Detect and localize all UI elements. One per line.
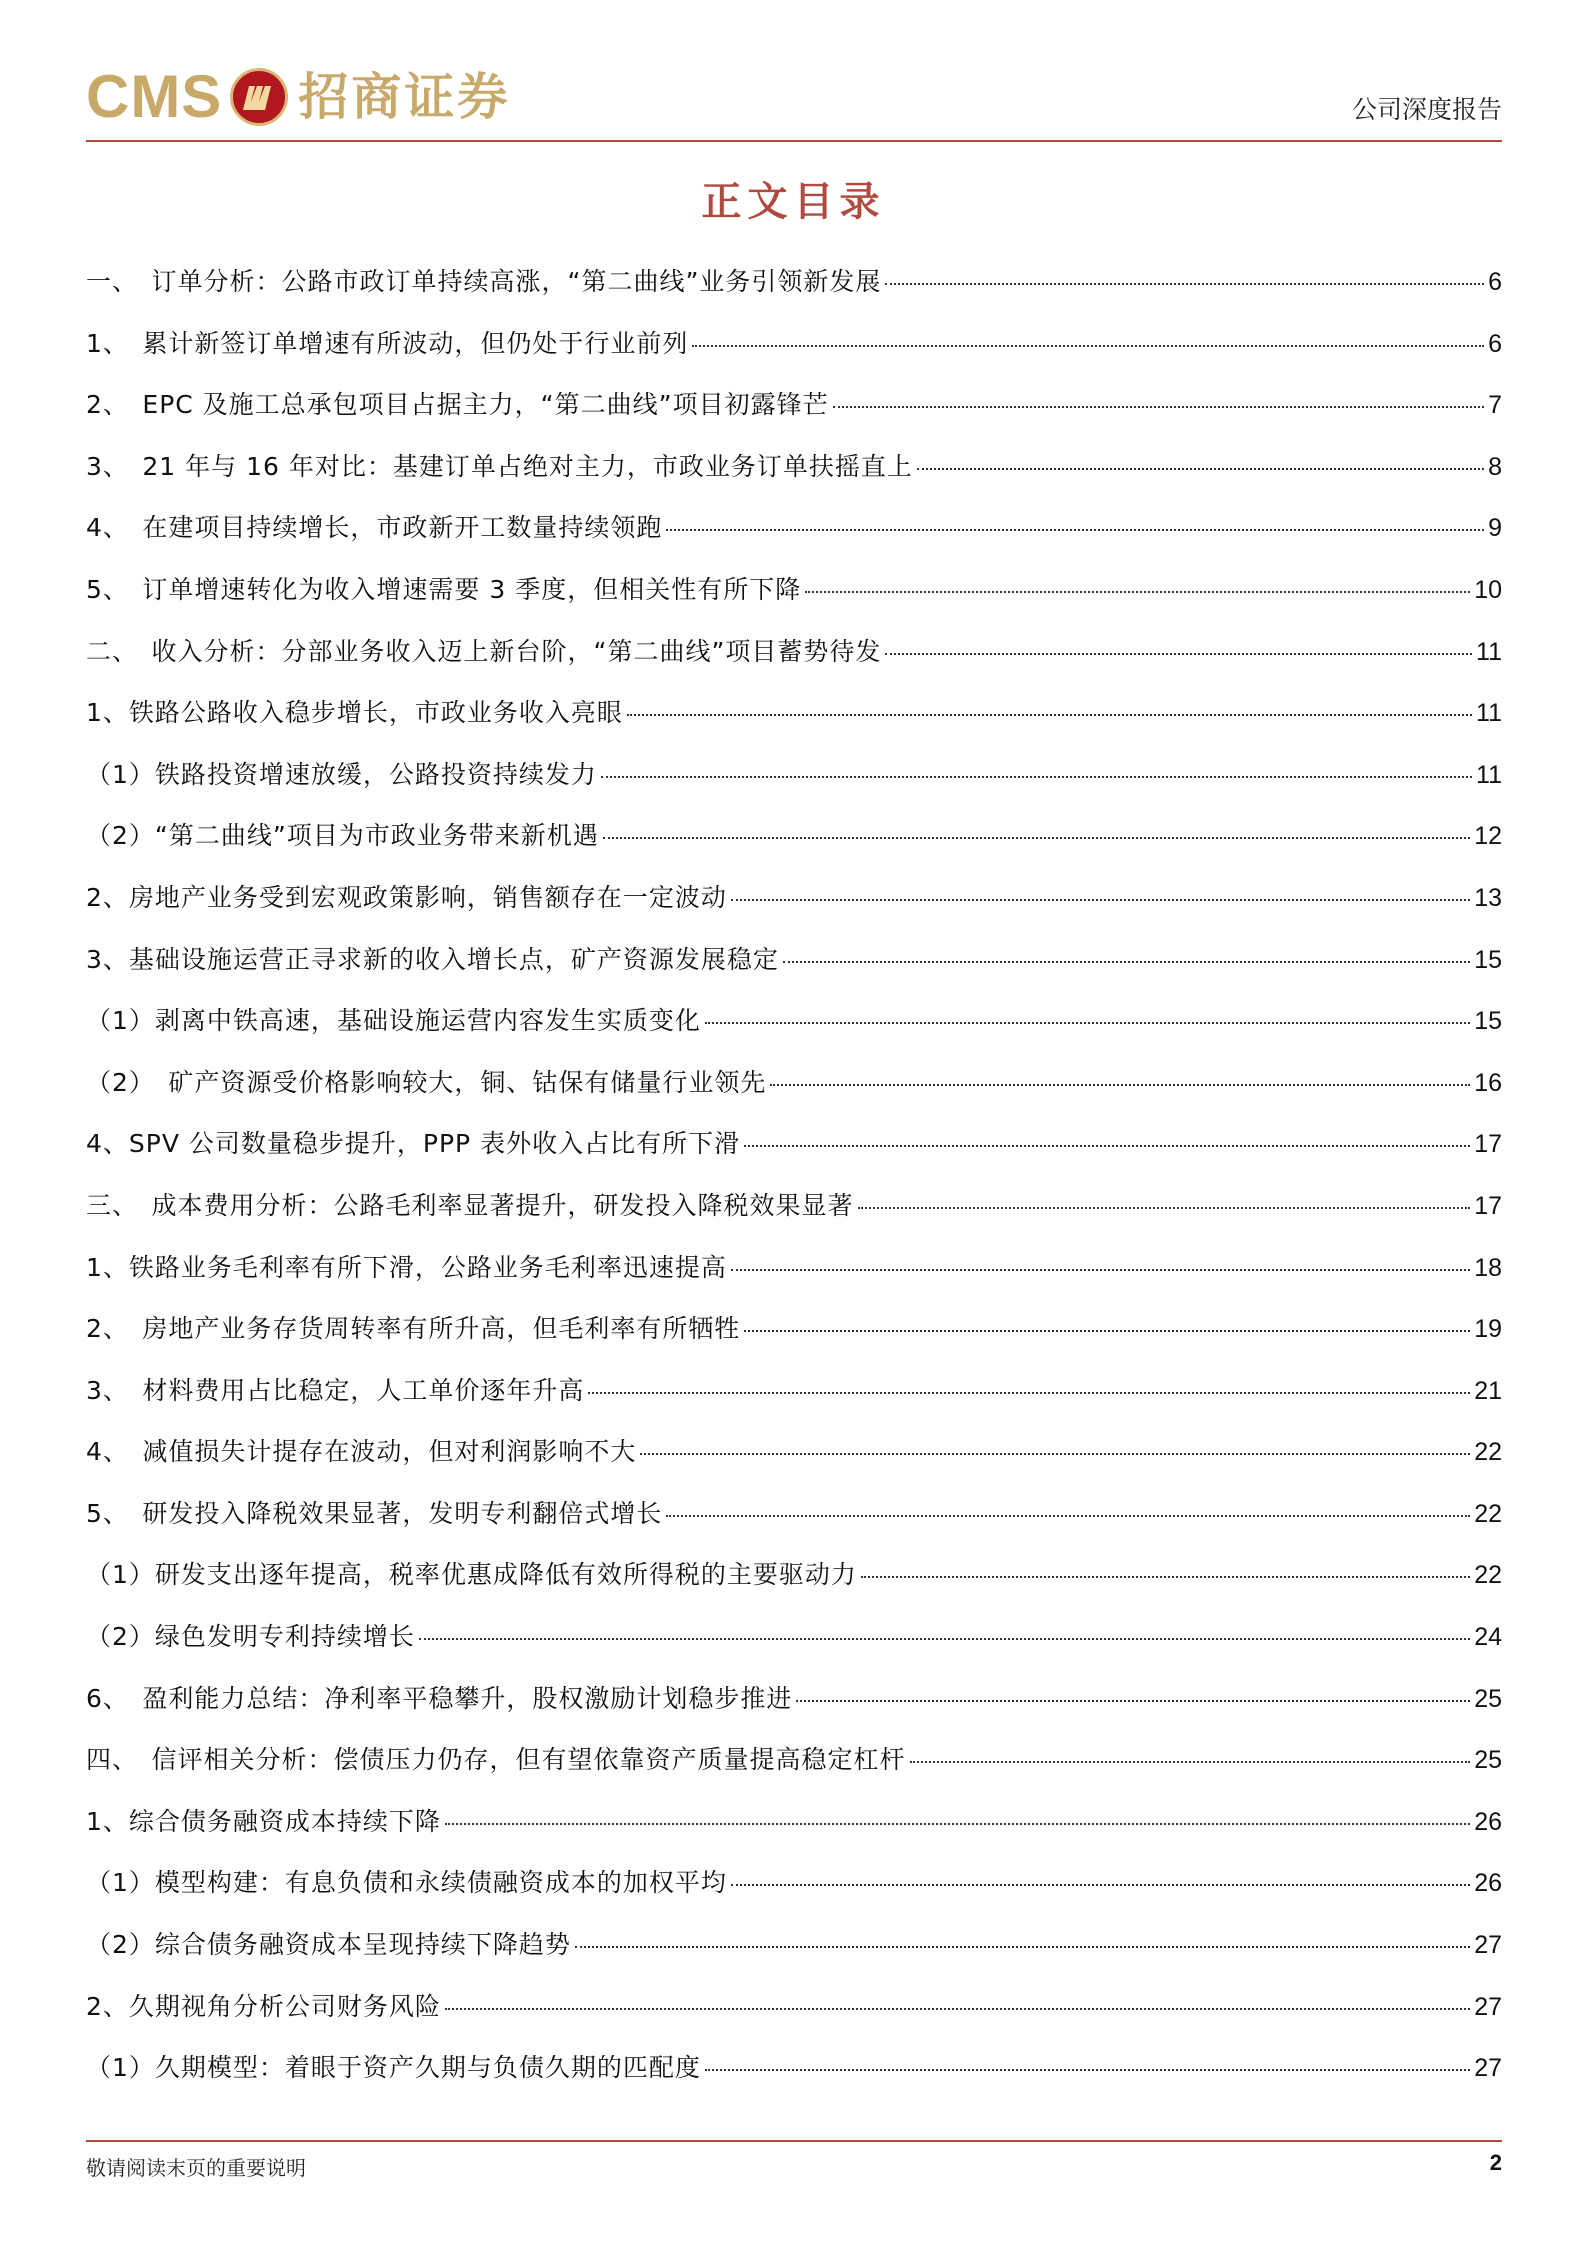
toc-entry-page: 17 [1474,1130,1502,1159]
toc-dot-leader [731,1269,1470,1271]
toc-entry[interactable] [86,570,1502,632]
toc-entry-title: 5、 订单增速转化为收入增速需要 3 季度，但相关性有所下降 [86,574,802,604]
toc-entry-page: 21 [1474,1376,1502,1405]
toc-entry[interactable] [86,1555,1502,1617]
toc-dot-leader [783,961,1470,963]
toc-dot-leader [833,406,1485,408]
toc-entry[interactable] [86,940,1502,1002]
toc-dot-leader [796,1700,1470,1702]
toc-entry[interactable] [86,816,1502,878]
toc-entry[interactable] [86,1740,1502,1802]
toc-entry-title: （2）综合债务融资成本呈现持续下降趋势 [86,1930,571,1960]
toc-dot-leader [917,468,1484,470]
logo-cms-text: CMS [86,63,223,130]
toc-entry-page: 17 [1474,1191,1502,1220]
toc-entry[interactable] [86,1124,1502,1186]
toc-entry[interactable] [86,385,1502,447]
toc-entry-page: 22 [1474,1561,1502,1590]
toc-entry-page: 15 [1474,1007,1502,1036]
report-type-label: 公司深度报告 [1351,95,1502,124]
toc-entry[interactable] [86,1863,1502,1925]
toc-entry-title: 四、 信评相关分析：偿债压力仍存，但有望依靠资产质量提高稳定杠杆 [86,1745,906,1775]
toc-dot-leader [601,776,1472,778]
toc-entry[interactable] [86,693,1502,755]
toc-entry[interactable] [86,1802,1502,1864]
toc-entry[interactable] [86,1617,1502,1679]
toc-dot-leader [692,345,1484,347]
logo-chinese-text: 招商证券 [298,68,511,126]
toc-entry[interactable] [86,1925,1502,1987]
toc-entry-title: 3、 材料费用占比稳定，人工单价逐年升高 [86,1375,585,1405]
toc-entry-page: 26 [1474,1807,1502,1836]
toc-entry-page: 24 [1474,1623,1502,1652]
toc-dot-leader [666,1515,1470,1517]
toc-entry-page: 13 [1474,883,1502,912]
toc-entry-page: 6 [1488,268,1502,296]
toc-entry[interactable] [86,632,1502,694]
toc-dot-leader [731,1884,1470,1886]
toc-entry-title: 1、 累计新签订单增速有所波动，但仍处于行业前列 [86,328,689,358]
toc-dot-leader [575,1946,1470,1948]
toc-entry-title: 一、 订单分析：公路市政订单持续高涨，“第二曲线”业务引领新发展 [86,267,882,296]
toc-entry-page: 11 [1476,637,1502,666]
toc-entry-page: 18 [1474,1253,1502,1282]
toc-dot-leader [744,1145,1470,1147]
toc-dot-leader [445,1823,1470,1825]
toc-entry-page: 27 [1474,2054,1502,2083]
toc-entry-page: 26 [1474,1869,1502,1898]
toc-dot-leader [885,653,1472,655]
toc-entry-page: 15 [1474,945,1502,974]
toc-entry-title: （2）绿色发明专利持续增长 [86,1622,415,1652]
toc-entry-page: 6 [1488,329,1502,358]
toc-entry[interactable] [86,1186,1502,1248]
toc-entry-title: 1、铁路公路收入稳步增长，市政业务收入亮眼 [86,698,623,728]
toc-dot-leader [666,529,1484,531]
toc-entry-title: （1）研发支出逐年提高，税率优惠成降低有效所得税的主要驱动力 [86,1560,857,1590]
toc-entry[interactable] [86,1248,1502,1310]
toc-entry-page: 25 [1474,1746,1502,1775]
page-title: 正文目录 [701,179,886,225]
toc-entry-page: 27 [1474,1992,1502,2021]
toc-entry-page: 27 [1474,1931,1502,1960]
toc-entry-title: （1）剥离中铁高速，基础设施运营内容发生实质变化 [86,1006,701,1036]
toc-entry-title: 3、基础设施运营正寻求新的收入增长点，矿产资源发展稳定 [86,944,779,974]
footer-notice: 敬请阅读末页的重要说明 [86,2156,306,2180]
toc-dot-leader [770,1084,1470,1086]
toc-entry[interactable] [86,1309,1502,1371]
toc-entry-title: 三、 成本费用分析：公路毛利率显著提升，研发投入降税效果显著 [86,1190,854,1220]
toc-dot-leader [858,1207,1471,1209]
toc-entry-title: 1、综合债务融资成本持续下降 [86,1806,441,1836]
toc-entry[interactable] [86,1432,1502,1494]
toc-entry[interactable] [86,508,1502,570]
company-logo [86,62,510,132]
toc-entry-title: 4、SPV 公司数量稳步提升，PPP 表外收入占比有所下滑 [86,1129,741,1159]
toc-dot-leader [731,899,1470,901]
page-header [86,50,1502,146]
toc-entry[interactable] [86,1987,1502,2049]
toc-entry[interactable] [86,1063,1502,1125]
toc-entry-page: 25 [1474,1684,1502,1713]
header-divider [86,140,1502,142]
logo-emblem-icon [230,68,288,126]
toc-entry-page: 9 [1488,514,1502,543]
toc-entry-page: 19 [1474,1315,1502,1344]
toc-entry-page: 22 [1474,1438,1502,1467]
toc-entry-title: 4、 在建项目持续增长，市政新开工数量持续领跑 [86,513,663,543]
toc-entry[interactable] [86,878,1502,940]
toc-dot-leader [885,283,1484,285]
toc-entry-page: 16 [1474,1068,1502,1097]
toc-dot-leader [640,1453,1470,1455]
toc-entry-page: 11 [1476,699,1502,728]
toc-dot-leader [627,714,1472,716]
toc-entry-title: 2、房地产业务受到宏观政策影响，销售额存在一定波动 [86,882,727,912]
toc-entry-title: 2、久期视角分析公司财务风险 [86,1991,441,2021]
toc-entry-page: 11 [1476,760,1502,789]
toc-entry-page: 8 [1488,452,1502,481]
table-of-contents [86,262,1502,2110]
toc-dot-leader [805,591,1470,593]
toc-entry[interactable] [86,1494,1502,1556]
toc-entry[interactable] [86,2048,1502,2110]
toc-entry-page: 7 [1488,391,1502,420]
toc-entry-title: 1、铁路业务毛利率有所下滑，公路业务毛利率迅速提高 [86,1252,727,1282]
toc-entry-title: 2、 EPC 及施工总承包项目占据主力，“第二曲线”项目初露锋芒 [86,390,829,420]
toc-entry-title: （1）久期模型：着眼于资产久期与负债久期的匹配度 [86,2053,701,2083]
toc-entry[interactable] [86,1001,1502,1063]
toc-entry-title: 二、 收入分析：分部业务收入迈上新台阶，“第二曲线”项目蓄势待发 [86,636,882,666]
toc-entry-title: （2） 矿产资源受价格影响较大，铜、钴保有储量行业领先 [86,1067,767,1097]
toc-entry-title: （2）“第二曲线”项目为市政业务带来新机遇 [86,821,599,851]
toc-dot-leader [705,2069,1470,2071]
toc-entry-title: 6、 盈利能力总结：净利率平稳攀升，股权激励计划稳步推进 [86,1683,793,1713]
toc-entry-page: 22 [1474,1499,1502,1528]
toc-dot-leader [445,2008,1470,2010]
toc-dot-leader [603,837,1470,839]
toc-entry-page: 10 [1474,575,1502,604]
toc-dot-leader [744,1330,1470,1332]
toc-entry-title: 3、 21 年与 16 年对比：基建订单占绝对主力，市政业务订单扶摇直上 [86,451,913,481]
toc-entry-page: 12 [1474,822,1502,851]
toc-entry-title: （1）模型构建：有息负债和永续债融资成本的加权平均 [86,1868,727,1898]
toc-entry-title: 2、 房地产业务存货周转率有所升高，但毛利率有所牺牲 [86,1314,741,1344]
toc-dot-leader [588,1392,1470,1394]
toc-entry[interactable] [86,324,1502,386]
toc-entry[interactable] [86,262,1502,324]
toc-entry[interactable] [86,447,1502,509]
toc-entry[interactable] [86,1371,1502,1433]
toc-entry[interactable] [86,1679,1502,1741]
toc-entry-title: （1）铁路投资增速放缓，公路投资持续发力 [86,759,597,789]
toc-dot-leader [861,1576,1470,1578]
toc-dot-leader [705,1022,1470,1024]
toc-dot-leader [910,1761,1471,1763]
footer-divider [86,2140,1502,2142]
toc-dot-leader [419,1638,1470,1640]
toc-entry-title: 5、 研发投入降税效果显著，发明专利翻倍式增长 [86,1498,663,1528]
toc-entry[interactable] [86,755,1502,817]
toc-entry-title: 4、 减值损失计提存在波动，但对利润影响不大 [86,1437,637,1467]
page-number: 2 [1489,2150,1502,2175]
